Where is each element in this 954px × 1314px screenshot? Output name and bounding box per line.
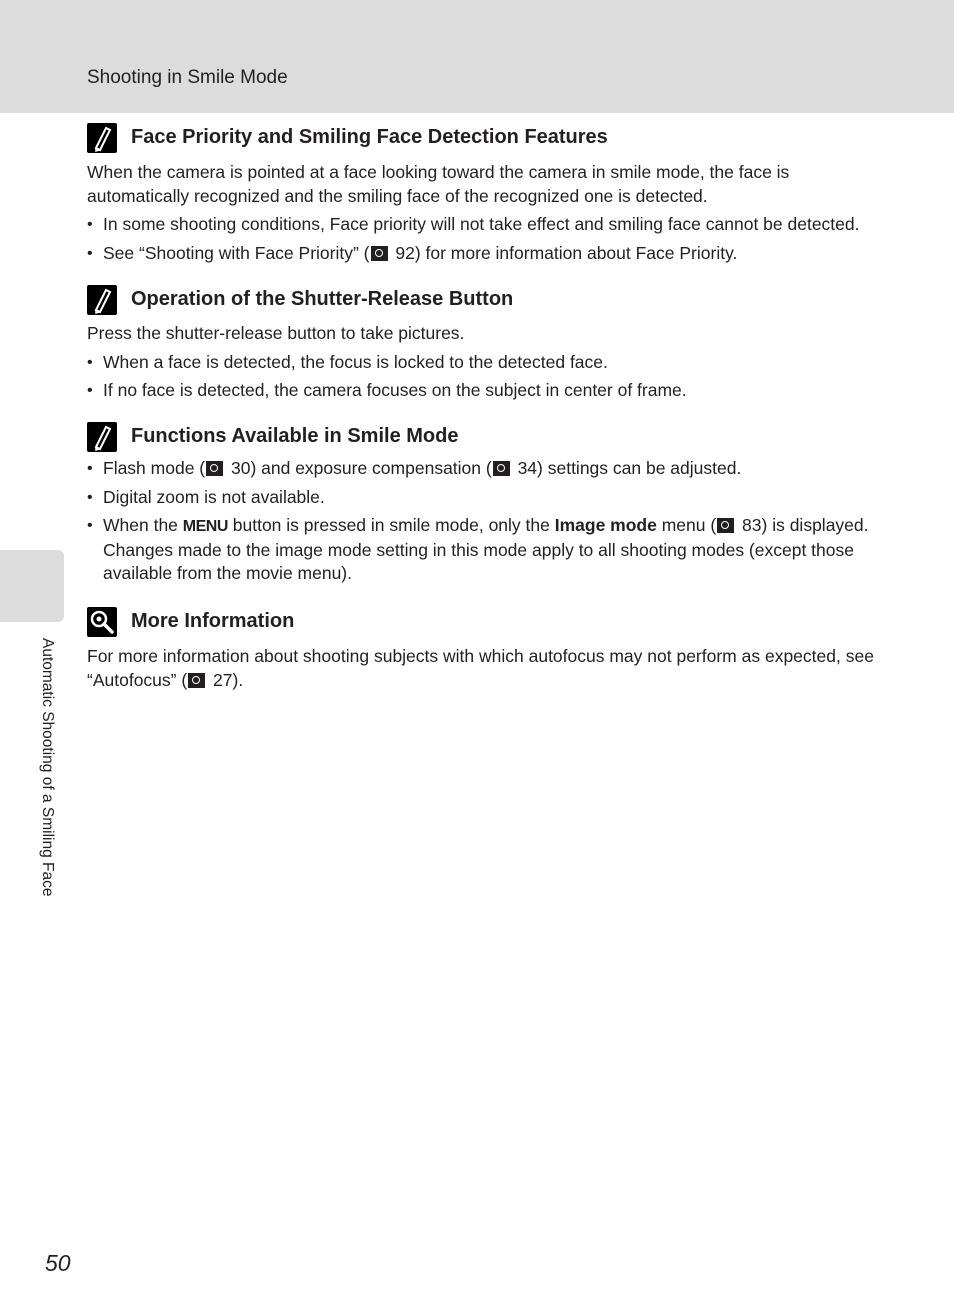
section-title: More Information [131, 610, 295, 632]
bullet-list [87, 213, 877, 265]
section-heading [87, 422, 877, 452]
side-tab [0, 550, 64, 622]
section-face-priority [87, 123, 877, 265]
list-item-text: See “Shooting with Face Priority” ( [103, 242, 370, 263]
section-more-information [87, 607, 877, 692]
section-functions-available [87, 422, 877, 586]
list-item [87, 242, 877, 266]
section-title: Operation of the Shutter-Release Button [131, 288, 514, 310]
section-title: Face Priority and Smiling Face Detection Features [131, 126, 608, 148]
paragraph-text: 27). [208, 669, 244, 690]
list-item-text: button is pressed in smile mode, only the [227, 515, 555, 535]
list-item-text: When the [103, 515, 183, 535]
pencil-note-icon [87, 123, 117, 153]
section-heading [87, 285, 877, 315]
list-item-text: Flash mode ( [103, 458, 206, 478]
list-item-text: 83) is displayed. Changes made to the image mode setting in this mode apply to all shooting modes (except those available from the movie menu). [103, 515, 869, 583]
section-intro [87, 645, 877, 692]
paragraph-text: For more information about shooting subjects with which autofocus may not perform as expected, see “Autofocus” ( [87, 646, 874, 690]
section-title: Functions Available in Smile Mode [131, 425, 459, 447]
page-reference-icon [188, 673, 205, 688]
image-mode-label: Image mode [554, 515, 657, 535]
page-header-title: Shooting in Smile Mode [87, 67, 288, 88]
list-item-text: 30) and exposure compensation ( [226, 458, 492, 478]
page-reference-icon [717, 518, 734, 533]
list-item-text: menu ( [656, 515, 717, 535]
section-shutter-release [87, 285, 877, 403]
pencil-note-icon [87, 422, 117, 452]
menu-button-glyph: MENU [182, 518, 228, 535]
header-band [0, 0, 954, 113]
page-reference-icon [371, 246, 388, 261]
section-heading [87, 123, 877, 153]
magnifier-info-icon [87, 607, 117, 637]
page-number: 50 [45, 1250, 71, 1276]
list-item: • Digital zoom is not available. [87, 486, 877, 510]
side-tab-label: Automatic Shooting of a Smiling Face [39, 638, 56, 897]
page-reference-icon [493, 461, 510, 476]
section-intro: Press the shutter-release button to take pictures. [87, 323, 465, 343]
list-item-text: 92) for more information about Face Priority. [390, 242, 738, 263]
list-item [87, 514, 877, 586]
list-item: • In some shooting conditions, Face priority will not take effect and smiling face cannot be detected. [87, 213, 877, 237]
pencil-note-icon [87, 285, 117, 315]
page-reference-icon [206, 461, 223, 476]
list-item [87, 457, 877, 481]
list-item: • When a face is detected, the focus is locked to the detected face. [87, 351, 877, 375]
section-intro: When the camera is pointed at a face looking toward the camera in smile mode, the face is automatically recognized and the smiling face of the recognized one is detected. [87, 162, 790, 206]
bullet-list [87, 351, 877, 403]
list-item: • If no face is detected, the camera focuses on the subject in center of frame. [87, 379, 877, 403]
list-item-text: 34) settings can be adjusted. [512, 458, 742, 478]
section-heading [87, 607, 877, 637]
bullet-list [87, 457, 877, 586]
